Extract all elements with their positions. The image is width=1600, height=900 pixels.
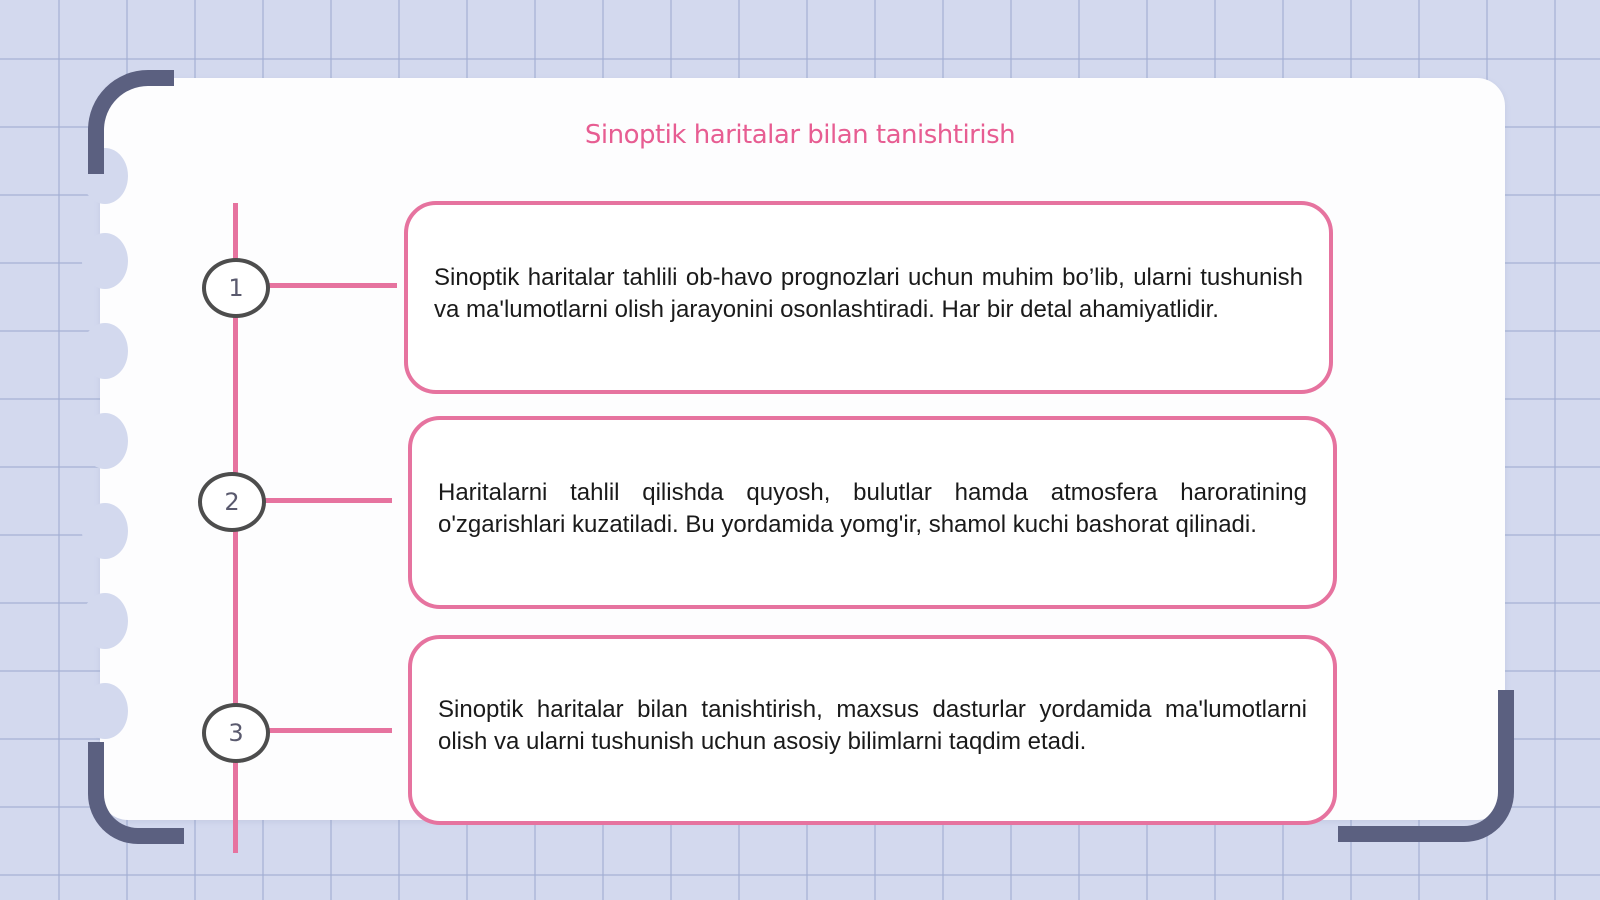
- scallop-edge: [82, 413, 128, 469]
- corner-bracket-top-left: [88, 70, 174, 174]
- scallop-edge: [82, 593, 128, 649]
- corner-bracket-bottom-left: [88, 742, 184, 844]
- content-card-3: [408, 635, 1337, 825]
- step-number-1: 1: [202, 258, 270, 318]
- step-number-3: 3: [202, 703, 270, 763]
- scallop-edge: [82, 683, 128, 739]
- content-card-1: [404, 201, 1333, 394]
- connector-line-1: [262, 283, 397, 288]
- step-number-2: 2: [198, 472, 266, 532]
- card-text-1: Sinoptik haritalar tahlili ob-havo prognozlari uchun muhim bo’lib, ularni tushunish va ma'lumotlarni olish jarayonini osonlashtiradi. Har bir detal ahamiyatlidir.: [434, 263, 1303, 323]
- content-card-2: [408, 416, 1337, 609]
- scallop-edge: [82, 233, 128, 289]
- card-text-2: Haritalarni tahlil qilishda quyosh, bulutlar hamda atmosfera haroratining o'zgarishlari kuzatiladi. Bu yordamida yomg'ir, shamol kuchi bashorat qilinadi.: [438, 478, 1307, 538]
- scallop-edge: [82, 503, 128, 559]
- slide-title: Sinoptik haritalar bilan tanishtirish: [584, 120, 1016, 150]
- connector-line-3: [262, 728, 392, 733]
- connector-line-2: [258, 498, 392, 503]
- scallop-edge: [82, 323, 128, 379]
- corner-bracket-bottom-right: [1338, 690, 1514, 842]
- card-text-3: Sinoptik haritalar bilan tanishtirish, maxsus dasturlar yordamida ma'lumotlarni olish va ularni tushunish uchun asosiy bilimlarni taqdim etadi.: [438, 696, 1307, 755]
